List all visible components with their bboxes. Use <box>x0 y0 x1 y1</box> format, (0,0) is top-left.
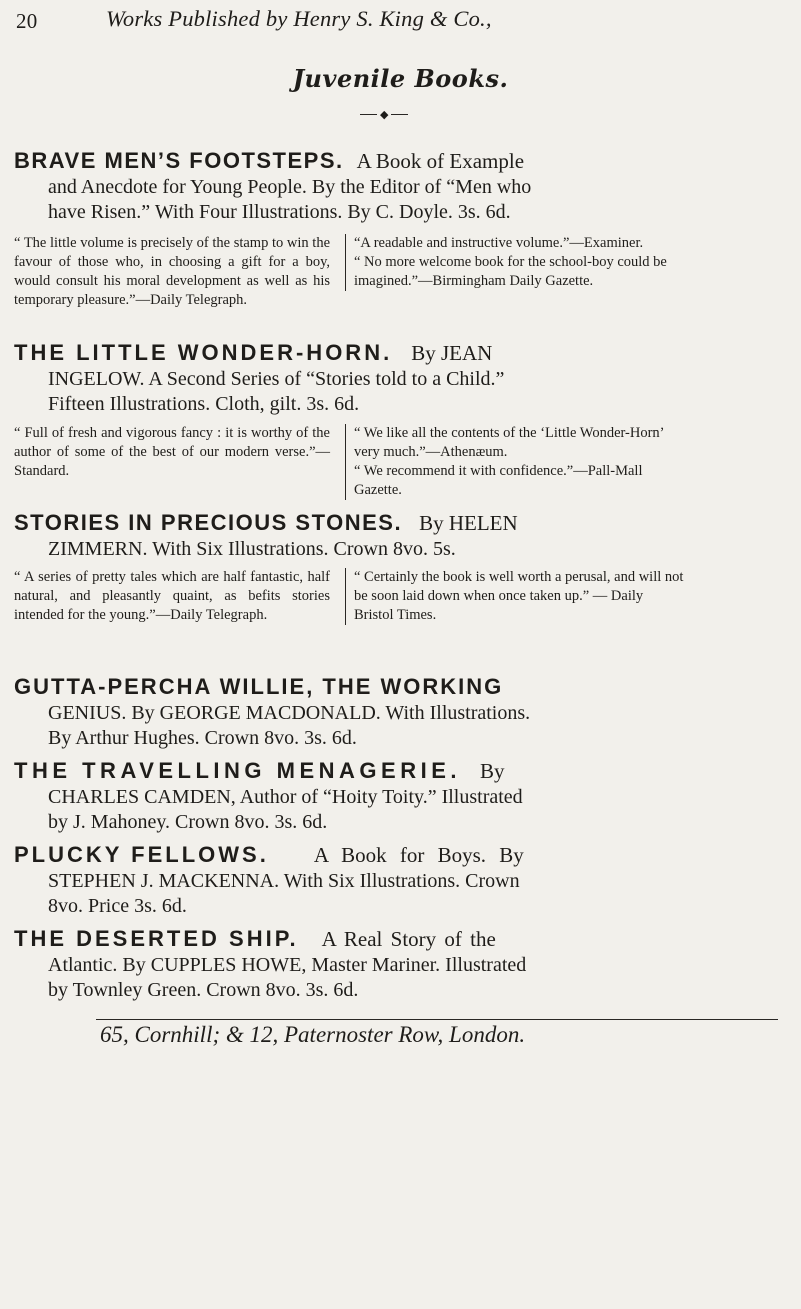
review-quote: “ Certainly the book is well worth a perusal, and will not be soon laid down when once taken up.” — Daily Bristol Times. <box>354 569 684 623</box>
entry-text: by Townley Green. Crown 8vo. 3s. 6d. <box>48 979 359 1001</box>
entry-text: By HELEN <box>419 511 518 535</box>
review-quote: “ We recommend it with confidence.”—Pall-Mall Gazette. <box>354 463 643 498</box>
book-title: THE DESERTED SHIP. <box>14 926 299 951</box>
review-quote: “ We like all the contents of the ‘Little Wonder-Horn’ very much.”—Athenæum. <box>354 425 664 460</box>
book-title: THE LITTLE WONDER-HORN. <box>14 340 393 365</box>
book-title: STORIES IN PRECIOUS STONES. <box>14 510 403 535</box>
review-quote: “ No more welcome book for the school-boy could be imagined.”—Birmingham Daily Gazette. <box>354 254 667 289</box>
reviews <box>14 568 776 648</box>
reviews <box>14 234 776 314</box>
review-quote: “A readable and instructive volume.”—Examiner. <box>354 235 644 251</box>
entry-text: Fifteen Illustrations. Cloth, gilt. 3s. 6d. <box>48 393 360 415</box>
entry-text: STEPHEN J. MACKENNA. With Six Illustrations. Crown <box>48 870 520 892</box>
running-head-title: Works Published by Henry S. King & Co., <box>106 6 492 31</box>
reviews <box>14 424 776 498</box>
entry-text: By <box>480 759 505 783</box>
footer-rule <box>96 1019 778 1020</box>
review-right <box>345 234 684 291</box>
review-right <box>345 568 684 625</box>
entry-text: by J. Mahoney. Crown 8vo. 3s. 6d. <box>48 811 328 833</box>
entry-text: Atlantic. By CUPPLES HOWE, Master Mariner. Illustrated <box>48 954 527 976</box>
review-left: “ The little volume is precisely of the stamp to win the favour of those who, in choosing a gift for a boy, would consult his moral development as well as his temporary pleasure.”—Daily Telegraph. <box>14 235 330 308</box>
ornament-divider <box>360 108 410 122</box>
entry-text: 8vo. Price 3s. 6d. <box>48 895 187 917</box>
section-title: Juvenile Books. <box>292 64 509 93</box>
entry-text: By Arthur Hughes. Crown 8vo. 3s. 6d. <box>48 727 357 749</box>
running-head <box>16 6 751 40</box>
entry-text: A Book of Example <box>356 149 525 173</box>
entry-text: GENIUS. By GEORGE MACDONALD. With Illustrations. <box>48 702 531 724</box>
review-left: “ A series of pretty tales which are half fantastic, half natural, and pleasantly quaint, as befits stories intended for the young.”—Daily Telegraph. <box>14 569 330 623</box>
book-title: BRAVE MEN’S FOOTSTEPS. <box>14 148 344 173</box>
review-left: “ Full of fresh and vigorous fancy : it is worthy of the author of some of the best of our modern verse.”—Standard. <box>14 425 330 479</box>
book-title: PLUCKY FELLOWS. <box>14 842 269 867</box>
footer-imprint: 65, Cornhill; & 12, Paternoster Row, London. <box>100 1022 526 1047</box>
entry-text: A Book for Boys. By <box>313 843 524 867</box>
book-title: THE TRAVELLING MENAGERIE. <box>14 758 461 783</box>
review-right <box>345 424 684 500</box>
diamond-icon: ◆ <box>380 109 389 121</box>
entry-text: A Real Story of the <box>321 927 496 951</box>
entry-text: By JEAN <box>411 341 493 365</box>
book-title: GUTTA-PERCHA WILLIE, THE WORKING <box>14 674 504 699</box>
entry-text: ZIMMERN. With Six Illustrations. Crown 8vo. 5s. <box>48 538 456 560</box>
entry-text: INGELOW. A Second Series of “Stories told to a Child.” <box>48 368 505 390</box>
page-number: 20 <box>16 9 38 33</box>
entry-text: have Risen.” With Four Illustrations. By C. Doyle. 3s. 6d. <box>48 201 511 223</box>
entry-text: and Anecdote for Young People. By the Editor of “Men who <box>48 176 532 198</box>
entry-text: CHARLES CAMDEN, Author of “Hoity Toity.” Illustrated <box>48 786 523 808</box>
